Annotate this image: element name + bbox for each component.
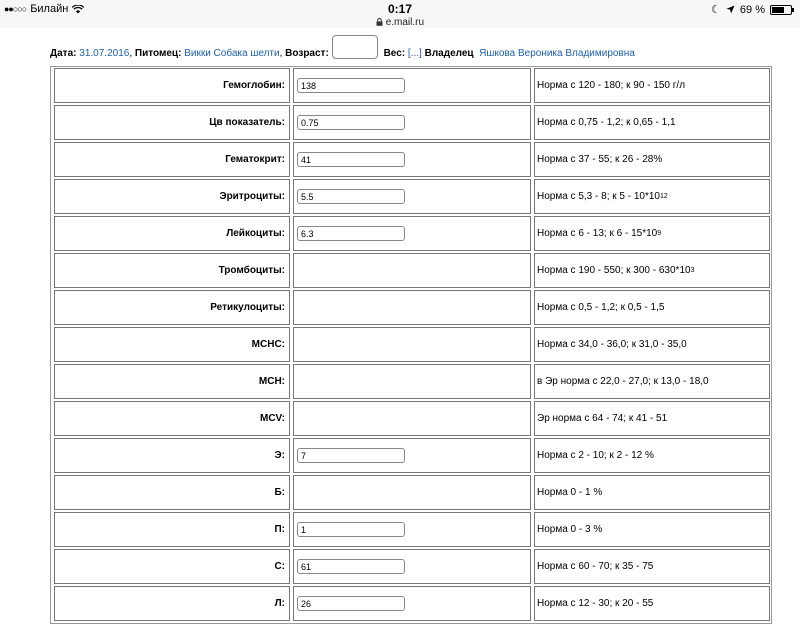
- norm-exponent: 12: [659, 193, 668, 200]
- weight-label: Вес:: [383, 47, 406, 59]
- address-bar[interactable]: [0, 17, 800, 28]
- owner-label: Владелец: [424, 47, 474, 59]
- owner-link[interactable]: Яшкова Вероника Владимировна: [479, 47, 635, 59]
- norm-text: Норма с 2 - 10; к 2 - 12 %: [537, 450, 654, 461]
- param-label: Л:: [54, 586, 290, 621]
- param-label: П:: [54, 512, 290, 547]
- value-input[interactable]: 6.3: [297, 226, 405, 241]
- value-input[interactable]: 61: [297, 559, 405, 574]
- value-cell: [293, 68, 531, 103]
- value-input[interactable]: 138: [297, 78, 405, 93]
- param-label: MCV:: [54, 401, 290, 436]
- value-cell: [293, 364, 531, 399]
- table-row: [51, 216, 771, 251]
- carrier-name: Билайн: [30, 3, 69, 15]
- norm-cell: [534, 105, 770, 140]
- param-label: Тромбоциты:: [54, 253, 290, 288]
- norm-cell: [534, 512, 770, 547]
- value-cell: [293, 586, 531, 621]
- param-label: МСН:: [54, 364, 290, 399]
- pet-label: Питомец:: [134, 47, 182, 59]
- table-row: [51, 68, 771, 103]
- battery-percent: 69 %: [739, 3, 765, 16]
- norm-text: Норма с 0,75 - 1,2; к 0,65 - 1,1: [537, 117, 676, 128]
- norm-cell: [534, 290, 770, 325]
- pet-link[interactable]: Викки Собака шелти: [184, 47, 280, 59]
- param-label: Эритроциты:: [54, 179, 290, 214]
- norm-exponent: 9: [657, 230, 662, 237]
- value-cell: [293, 179, 531, 214]
- table-row: [51, 549, 771, 584]
- param-label: Цв показатель:: [54, 105, 290, 140]
- table-row: [51, 475, 771, 510]
- value-cell: [293, 290, 531, 325]
- value-cell: [293, 401, 531, 436]
- norm-cell: [534, 438, 770, 473]
- battery-icon: [770, 5, 792, 15]
- signal-icon: ●●○○○: [4, 4, 27, 14]
- param-label: С:: [54, 549, 290, 584]
- norm-text: Норма с 5,3 - 8; к 5 - 10*10: [537, 191, 660, 202]
- table-row: [51, 179, 771, 214]
- param-label: Гематокрит:: [54, 142, 290, 177]
- table-row: [51, 290, 771, 325]
- param-label: Б:: [54, 475, 290, 510]
- status-bar: [0, 0, 800, 28]
- table-row: [51, 512, 771, 547]
- clock: 0:17: [387, 2, 413, 16]
- param-label: Э:: [54, 438, 290, 473]
- pet-sep: ,: [279, 47, 283, 59]
- norm-text: Норма с 34,0 - 36,0; к 31,0 - 35,0: [537, 339, 687, 350]
- battery-fill: [772, 7, 784, 13]
- norm-text: Норма с 37 - 55; к 26 - 28%: [537, 154, 663, 165]
- norm-cell: [534, 475, 770, 510]
- norm-cell: [534, 586, 770, 621]
- moon-icon: ☾: [711, 4, 721, 16]
- date-label: Дата:: [50, 47, 77, 59]
- value-input[interactable]: 7: [297, 448, 405, 463]
- weight-link[interactable]: [...]: [407, 47, 422, 59]
- value-input[interactable]: 1: [297, 522, 405, 537]
- table-row: [51, 253, 771, 288]
- blood-test-table: [50, 66, 772, 624]
- value-input[interactable]: 41: [297, 152, 405, 167]
- value-cell: [293, 327, 531, 362]
- param-label: Гемоглобин:: [54, 68, 290, 103]
- norm-text: Эр норма с 64 - 74; к 41 - 51: [537, 413, 668, 424]
- norm-text: Норма с 12 - 30; к 20 - 55: [537, 598, 654, 609]
- value-input[interactable]: 26: [297, 596, 405, 611]
- age-input[interactable]: [332, 35, 378, 59]
- norm-cell: [534, 68, 770, 103]
- norm-text: в Эр норма с 22,0 - 27,0; к 13,0 - 18,0: [537, 376, 709, 387]
- norm-text: Норма 0 - 1 %: [537, 487, 603, 498]
- param-label: МСНС:: [54, 327, 290, 362]
- value-cell: [293, 105, 531, 140]
- norm-cell: [534, 253, 770, 288]
- table-row: [51, 327, 771, 362]
- value-input[interactable]: 5.5: [297, 189, 405, 204]
- table-row: [51, 364, 771, 399]
- table-row: [51, 586, 771, 621]
- norm-exponent: 3: [690, 267, 695, 274]
- param-label: Ретикулоциты:: [54, 290, 290, 325]
- value-cell: [293, 142, 531, 177]
- norm-cell: [534, 364, 770, 399]
- norm-cell: [534, 549, 770, 584]
- date-link[interactable]: 31.07.2016: [79, 47, 130, 59]
- visit-info: [50, 41, 635, 65]
- norm-text: Норма с 60 - 70; к 35 - 75: [537, 561, 654, 572]
- norm-text: Норма с 6 - 13; к 6 - 15*10: [537, 228, 658, 239]
- value-cell: [293, 216, 531, 251]
- value-cell: [293, 253, 531, 288]
- norm-text: Норма с 120 - 180; к 90 - 150 г/л: [537, 80, 686, 91]
- status-center: [0, 2, 800, 28]
- norm-cell: [534, 216, 770, 251]
- norm-cell: [534, 179, 770, 214]
- url-text: e.mail.ru: [385, 17, 425, 28]
- age-label: Возраст:: [285, 47, 329, 59]
- norm-cell: [534, 401, 770, 436]
- norm-text: Норма с 0,5 - 1,2; к 0,5 - 1,5: [537, 302, 665, 313]
- value-cell: [293, 549, 531, 584]
- table-row: [51, 142, 771, 177]
- norm-cell: [534, 142, 770, 177]
- norm-cell: [534, 327, 770, 362]
- value-cell: [293, 512, 531, 547]
- table-row: [51, 105, 771, 140]
- table-row: [51, 438, 771, 473]
- lock-icon: [376, 18, 383, 26]
- value-input[interactable]: 0.75: [297, 115, 405, 130]
- date-sep: ,: [129, 47, 133, 59]
- norm-text: Норма 0 - 3 %: [537, 524, 603, 535]
- norm-text: Норма с 190 - 550; к 300 - 630*10: [537, 265, 691, 276]
- param-label: Лейкоциты:: [54, 216, 290, 251]
- value-cell: [293, 475, 531, 510]
- status-right: [711, 3, 792, 16]
- value-cell: [293, 438, 531, 473]
- table-row: [51, 401, 771, 436]
- location-arrow-icon: [726, 5, 735, 14]
